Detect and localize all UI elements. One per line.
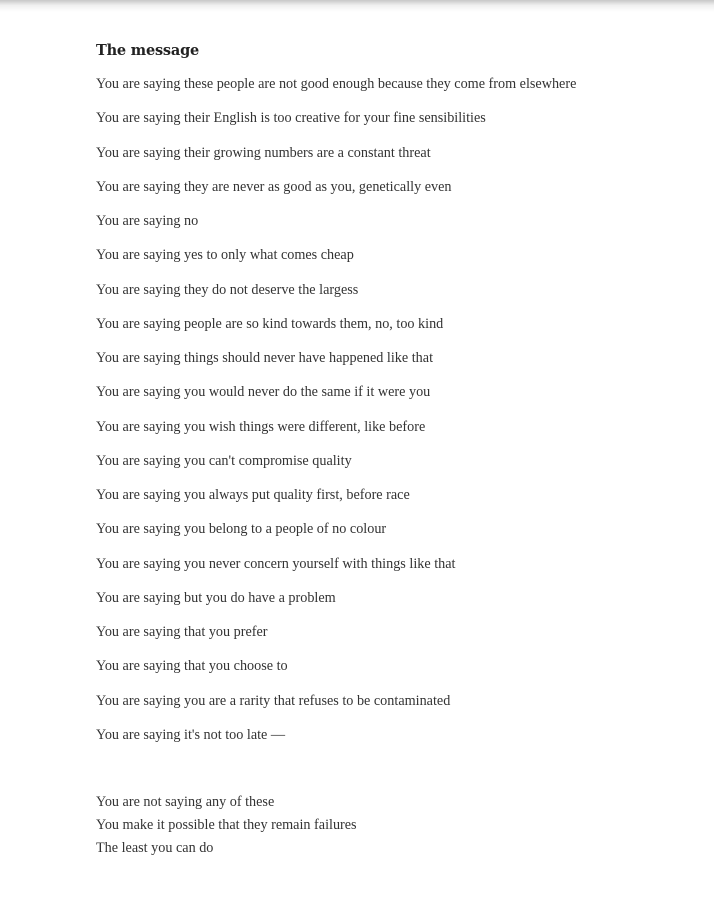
stanza-final (96, 792, 357, 861)
poem-line: You are saying you never concern yourself with things like that (96, 555, 456, 572)
poem-line: You are saying you belong to a people of no colour (96, 521, 387, 538)
poem-line: You make it possible that they remain failures (96, 817, 357, 833)
poem-line: You are saying people are so kind towards them, no, too kind (96, 315, 444, 332)
poem-line: You are saying no (96, 213, 199, 229)
poem-line: The least you can do (96, 840, 214, 856)
poem-line: You are saying you can't compromise quality (96, 452, 352, 469)
poem-line: You are saying yes to only what comes cheap (96, 247, 354, 264)
stanza-first (96, 74, 576, 759)
poem-line: You are saying you always put quality first, before race (96, 487, 410, 503)
document-page (96, 40, 696, 856)
poem-line: You are saying you would never do the same if it were you (96, 384, 431, 401)
poem-line: You are saying you are a rarity that refuses to be contaminated (96, 692, 451, 709)
poem-line: You are saying their English is too creative for your fine sensibilities (96, 110, 486, 127)
poem-line: You are saying that you choose to (96, 658, 288, 675)
top-edge-shadow (0, 0, 714, 12)
poem-title: The message (96, 42, 200, 59)
poem-line: You are saying these people are not good enough because they come from elsewhere (96, 76, 577, 92)
poem-line: You are saying but you do have a problem (96, 589, 336, 606)
poem-line: You are saying they do not deserve the largess (96, 281, 359, 298)
poem-line: You are not saying any of these (96, 794, 275, 810)
poem-line: You are saying their growing numbers are a constant threat (96, 144, 431, 161)
poem-line: You are saying it's not too late — (96, 726, 286, 743)
poem-line: You are saying you wish things were different, like before (96, 418, 426, 435)
poem-line: You are saying they are never as good as you, genetically even (96, 178, 452, 195)
poem-line: You are saying that you prefer (96, 624, 268, 640)
poem-line: You are saying things should never have happened like that (96, 350, 434, 366)
